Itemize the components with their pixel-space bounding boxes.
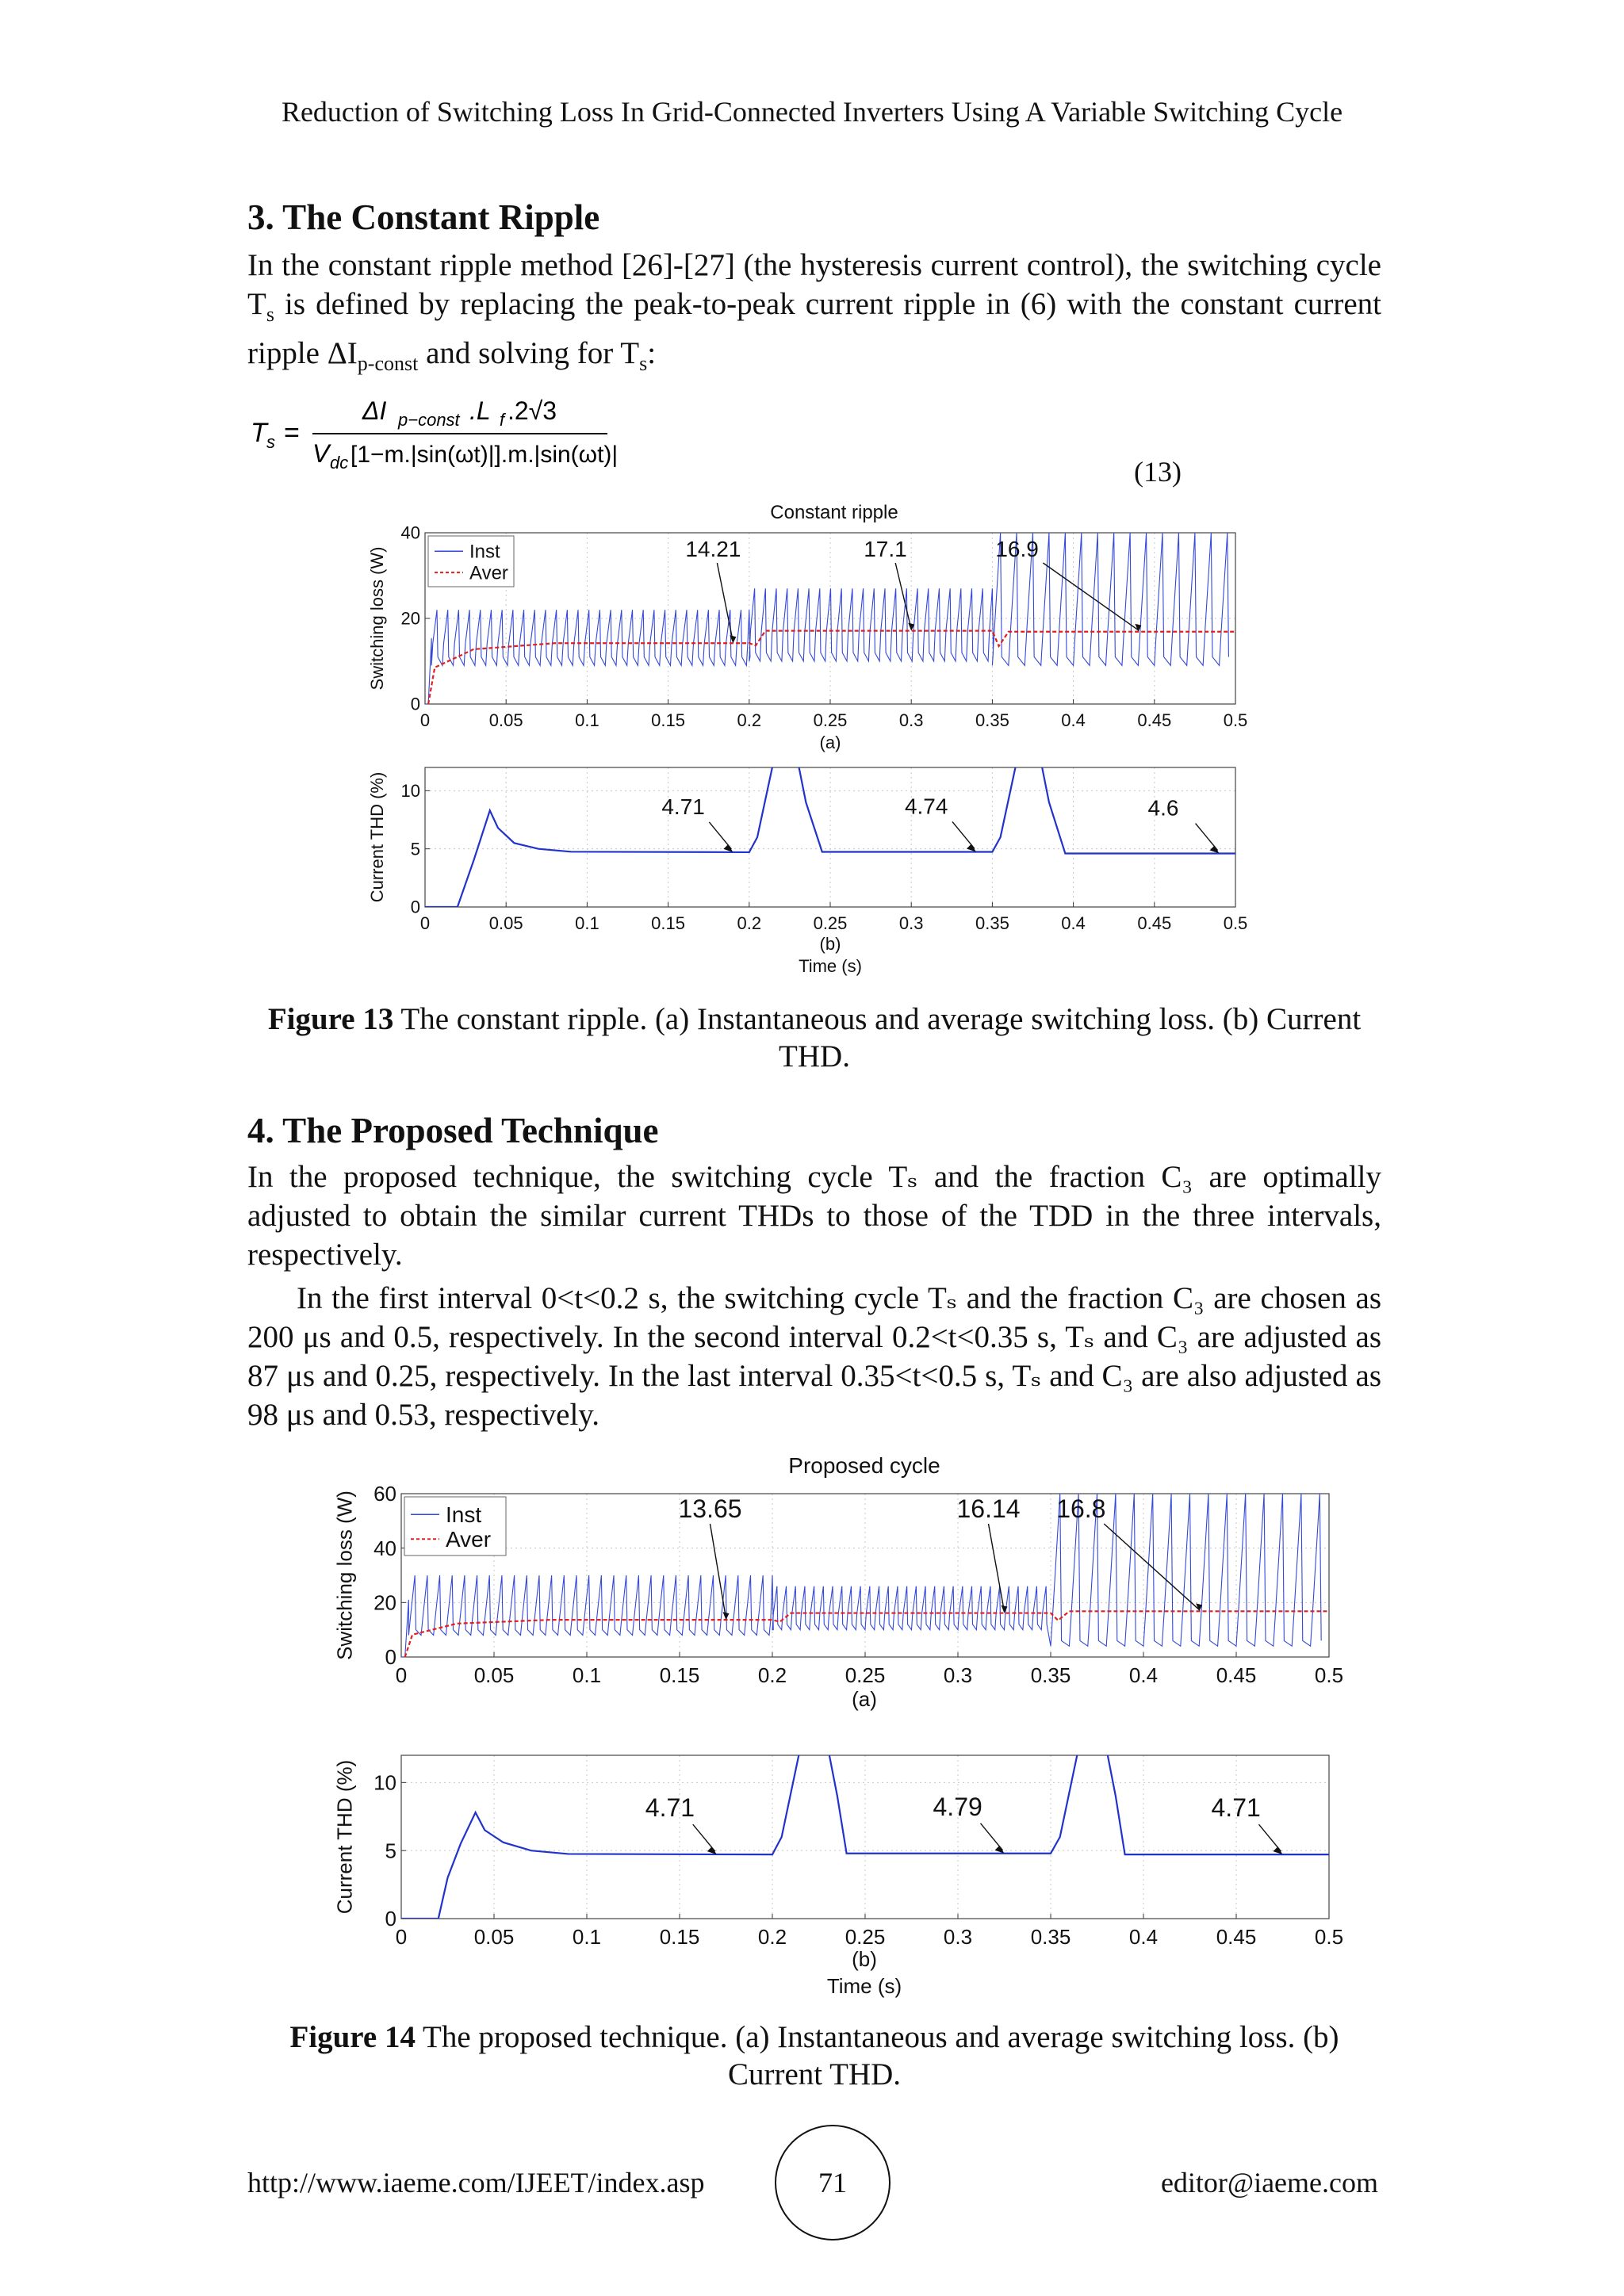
fig13b-xtick-label: 0.45: [1137, 913, 1172, 933]
fig14a-xtick-label: 0.45: [1216, 1663, 1257, 1687]
section-4-paragraph-2: In the first interval 0<t<0.2 s, the switching cycle Tₛ and the fraction C₃ are chosen as 200 μs and 0.5, respectively. In the second interval 0.2<t<0.35 s, Tₛ and C₃ are adjusted as 87 μs and 0.25, respectively. In the last interval 0.35<t<0.5 s, Tₛ and C₃ are also adjusted as 98 μs and 0.53, respectively.: [247, 1281, 1381, 1432]
page-number: [775, 2125, 891, 2241]
fig14b-annotation-arrowhead: [995, 1846, 1005, 1854]
figure-13-caption: Figure 13 The constant ripple. (a) Instantaneous and average switching loss. (b) Current THD.: [267, 1002, 1362, 1073]
figure-14-chart: [333, 1449, 1348, 2004]
fig13a-annotation: 14.21: [685, 537, 741, 561]
fig13a-xtick-label: 0.4: [1061, 710, 1086, 730]
fig14b-xtick-label: 0.45: [1216, 1925, 1257, 1949]
section-3-paragraph: In the constant ripple method [26]-[27] (the hysteresis current control), the switching cycle $T_s$ is defined by replacing the peak-to-peak current ripple in (6) with the constant current ripple $\Delta I_{p-const}$ and solving for $T_s$:: [247, 248, 1381, 375]
fig14a-ytick-label: 20: [373, 1590, 396, 1615]
fig14a-legend-aver: Aver: [446, 1527, 492, 1552]
figure-13-chart: [366, 498, 1262, 988]
fig13b-xtick-label: 0.15: [651, 913, 686, 933]
eq-num-mid: .L: [469, 396, 491, 425]
fig13b-xtick-label: 0.05: [488, 913, 523, 933]
figure-13-panel-a-label: (a): [819, 733, 841, 752]
fig13a-legend-aver: Aver: [469, 562, 508, 584]
fig14a-ytick-label: 40: [373, 1536, 396, 1560]
figure-13-xlabel: Time (s): [799, 956, 862, 976]
fig14b-annotation: 4.71: [645, 1793, 695, 1823]
page-number-text: 71: [818, 2167, 847, 2198]
fig13a-xtick-label: 0.15: [651, 710, 686, 730]
fig14b-xtick-label: 0.35: [1030, 1925, 1071, 1949]
figure-14-title: Proposed cycle: [788, 1453, 940, 1478]
eq-num-sub: p−const: [398, 410, 460, 430]
fig14a-ytick-label: 60: [373, 1482, 396, 1506]
fig14a-annotation-arrow: [710, 1524, 726, 1618]
fig14a-annotation-arrowhead: [723, 1612, 730, 1620]
fig13b-annotation-arrowhead: [1210, 846, 1220, 854]
fig14b-xtick-label: 0.15: [659, 1925, 700, 1949]
fig14a-annotation: 16.14: [956, 1494, 1021, 1523]
fig14a-legend-inst: Inst: [446, 1502, 482, 1528]
fig13b-annotation: 4.74: [904, 794, 948, 819]
fig14a-xtick-label: 0.5: [1314, 1663, 1344, 1687]
fig14b-ytick-label: 0: [385, 1907, 396, 1931]
figure-13: [366, 498, 1262, 988]
fig13b-annotation: 4.71: [661, 794, 705, 819]
eq-lhs: T: [251, 418, 267, 448]
fig14b-annotation: 4.71: [1211, 1793, 1261, 1823]
eq-num-end: .2√3: [508, 396, 557, 425]
fig14b-thd-series: [401, 1748, 1329, 1919]
fig13a-aver-series: [428, 631, 1235, 704]
fig13a-ylabel: Switching loss (W): [367, 546, 388, 691]
fig13a-annotation: 17.1: [864, 537, 907, 561]
fig13a-xtick-label: 0.25: [813, 710, 848, 730]
fig13b-annotation-arrowhead: [967, 844, 976, 851]
fig14a-ytick-label: 0: [385, 1645, 396, 1670]
fig13b-plot-frame: [425, 767, 1235, 907]
fig13b-ytick-label: 10: [400, 781, 420, 802]
fig14b-xtick-label: 0.3: [943, 1925, 973, 1949]
fig14a-aver-series: [405, 1611, 1329, 1657]
footer-email[interactable]: editor@iaeme.com: [1160, 2167, 1378, 2198]
figure-14-caption: Figure 14 The proposed technique. (a) Instantaneous and average switching loss. (b) Current THD.: [289, 2020, 1339, 2091]
fig13b-xtick-label: 0.1: [575, 913, 599, 933]
fig13a-ytick-label: 20: [400, 608, 420, 629]
fig14a-annotation: 16.8: [1056, 1494, 1106, 1523]
fig14b-ytick-label: 5: [385, 1839, 396, 1863]
fig13b-xtick-label: 0.2: [737, 913, 762, 933]
fig14a-xtick-label: 0.1: [572, 1663, 602, 1687]
fig13b-ylabel: Current THD (%): [367, 771, 388, 903]
fig14b-ylabel: Current THD (%): [333, 1759, 357, 1915]
eq-den-body: [1−m.|sin(ωt)|].m.|sin(ωt)|: [350, 442, 619, 468]
fig13a-legend-inst: Inst: [469, 541, 500, 563]
equation-13: [247, 392, 691, 480]
fig13a-xtick-label: 0.45: [1137, 710, 1172, 730]
fig14b-xtick-label: 0.5: [1314, 1925, 1344, 1949]
eq-num-sub2: f: [500, 410, 505, 430]
eq-lhs-sub: s: [266, 432, 275, 452]
fig13a-xtick-label: 0.2: [737, 710, 762, 730]
fig14b-xtick-label: 0.05: [473, 1925, 515, 1949]
eq-denominator: V: [312, 439, 330, 468]
fig13b-annotation: 4.6: [1147, 795, 1179, 821]
fig14b-xtick-label: 0.1: [572, 1925, 602, 1949]
fig13a-inst-series: [425, 533, 1228, 704]
fig13b-xtick-label: 0.35: [975, 913, 1009, 933]
fig13a-xtick-label: 0.1: [575, 710, 599, 730]
fig13b-ytick-label: 0: [410, 897, 420, 917]
fig13a-annotation-arrow: [1043, 563, 1138, 630]
fig13a-ytick-label: 40: [400, 522, 420, 543]
fig14a-xtick-label: 0: [395, 1663, 408, 1687]
fig13b-xtick-label: 0.4: [1061, 913, 1086, 933]
fig13a-xtick-label: 0.5: [1223, 710, 1248, 730]
fig13b-ytick-label: 5: [410, 839, 420, 859]
figure-14-panel-a-label: (a): [852, 1687, 877, 1711]
footer-url[interactable]: http://www.iaeme.com/IJEET/index.asp: [247, 2167, 705, 2198]
fig14a-annotation: 13.65: [678, 1494, 742, 1523]
figure-14-panel-b-label: (b): [852, 1947, 877, 1971]
section-4-paragraph-1: In the proposed technique, the switching cycle Tₛ and the fraction C₃ are optimally adjusted to obtain the similar current THDs to those of the TDD in the three intervals, respectively.: [247, 1160, 1381, 1272]
fig14a-xtick-label: 0.25: [845, 1663, 886, 1687]
fig13b-xtick-label: 0.25: [813, 913, 848, 933]
equation-number: (13): [1134, 456, 1182, 488]
fig13a-annotation: 16.9: [995, 537, 1039, 561]
fig14b-xtick-label: 0: [395, 1925, 408, 1949]
fig14a-xtick-label: 0.05: [473, 1663, 515, 1687]
fig14a-xtick-label: 0.35: [1030, 1663, 1071, 1687]
eq-den-sub: dc: [330, 453, 349, 473]
eq-numerator: ΔI: [362, 396, 387, 425]
fig14a-xtick-label: 0.3: [943, 1663, 973, 1687]
fig13a-xtick-label: 0.05: [488, 710, 523, 730]
fig14a-xtick-label: 0.2: [757, 1663, 787, 1687]
fig14b-annotation: 4.79: [933, 1792, 982, 1821]
fig14a-xtick-label: 0.4: [1128, 1663, 1159, 1687]
fig14b-ytick-label: 10: [373, 1770, 396, 1795]
section-3-heading: 3. The Constant Ripple: [247, 197, 600, 237]
running-head: Reduction of Switching Loss In Grid-Connected Inverters Using A Variable Switching Cycle: [281, 96, 1343, 128]
fig13b-xtick-label: 0.3: [898, 913, 924, 933]
fig13b-xtick-label: 0: [419, 913, 431, 933]
fig14b-xtick-label: 0.2: [757, 1925, 787, 1949]
fig13a-xtick-label: 0.3: [898, 710, 924, 730]
fig14b-annotation-arrowhead: [1274, 1846, 1283, 1854]
fig14a-inst-series: [401, 1494, 1321, 1657]
fig14a-ylabel: Switching loss (W): [333, 1490, 357, 1660]
fig13b-annotation-arrowhead: [723, 844, 733, 852]
fig14a-annotation-arrow: [1104, 1524, 1199, 1609]
fig13a-ytick-label: 0: [410, 694, 420, 714]
fig13a-xtick-label: 0.35: [975, 710, 1009, 730]
figure-14-xlabel: Time (s): [826, 1974, 902, 1998]
figure-13-panel-b-label: (b): [819, 934, 841, 954]
section-4-heading: 4. The Proposed Technique: [247, 1111, 659, 1150]
fig14b-xtick-label: 0.4: [1128, 1925, 1159, 1949]
eq-equals: =: [284, 418, 300, 448]
fig14b-xtick-label: 0.25: [845, 1925, 886, 1949]
fig14a-xtick-label: 0.15: [659, 1663, 700, 1687]
fig13b-xtick-label: 0.5: [1223, 913, 1248, 933]
figure-14: [333, 1449, 1348, 2004]
fig13a-xtick-label: 0: [419, 710, 431, 730]
figure-13-title: Constant ripple: [770, 502, 898, 523]
